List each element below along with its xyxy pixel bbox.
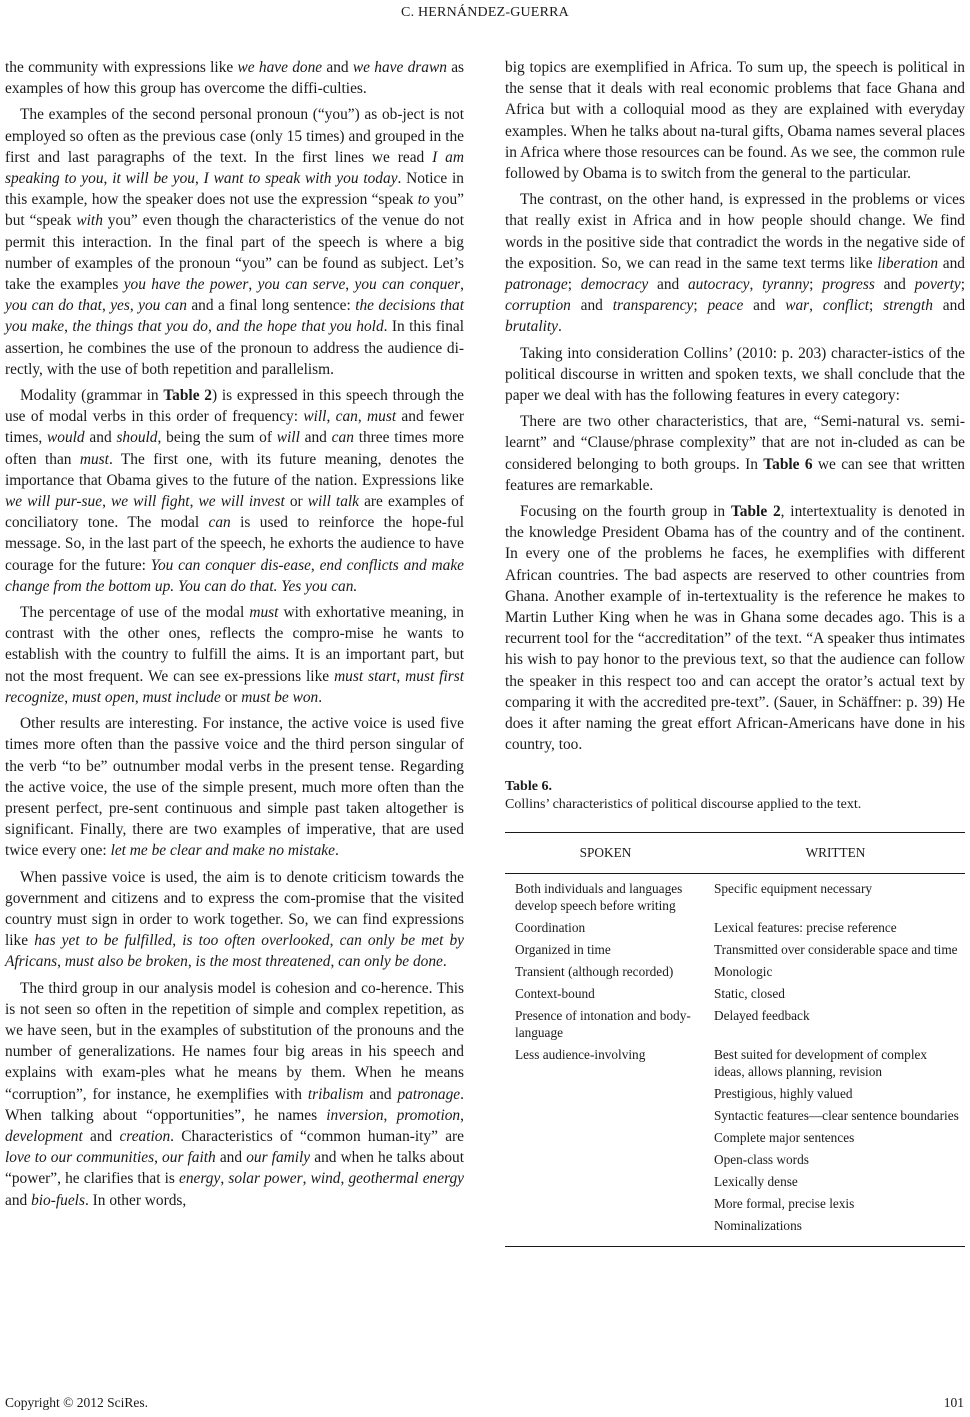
table-cell-spoken <box>505 1193 706 1215</box>
table-row <box>505 917 965 939</box>
copyright-footer: Copyright © 2012 SciRes. <box>5 1395 149 1410</box>
table-row <box>505 961 965 983</box>
table-cell-spoken <box>505 1127 706 1149</box>
table-cell-spoken: Both individuals and languages develop speech before writing <box>515 880 683 913</box>
table-cell-spoken <box>505 1149 706 1171</box>
table-cell-written: Nominalizations <box>706 1215 965 1247</box>
table-row <box>505 1193 965 1215</box>
table-header-row <box>505 832 965 873</box>
table-row <box>505 1005 965 1044</box>
right-column-body <box>505 57 965 756</box>
table-cell-spoken <box>505 1215 706 1247</box>
table-header-written: WRITTEN <box>706 832 965 873</box>
left_column-paragraph-1: the community with expressions like we have done and we have drawn as examples of how this group has overcome the diffi-culties. <box>5 59 465 98</box>
table-row <box>505 1215 965 1247</box>
table-cell-spoken <box>505 1171 706 1193</box>
table-body <box>505 873 965 1246</box>
table-cell-written: Specific equipment necessary <box>714 880 873 896</box>
table-cell-written: Complete major sentences <box>714 1129 855 1145</box>
table-row <box>505 1105 965 1127</box>
right_column-paragraph-2: The contrast, on the other hand, is expressed in the problems or vices that really exist in Africa and in how people should change. We find words in the positive side that contradict the words in the negative side of the exposition. So, we can read in the same text terms like liberation and patronage; democracy and autocracy, tyranny; progress and poverty; corruption and transparency; peace and war, conflict; strength and brutality. <box>505 191 966 336</box>
left_column-paragraph-4: The percentage of use of the modal must with exhortative meaning, in contrast with the other ones, reflects the compro-mise he wants to establish with the country to fulfill the aims. It is an important part, but not the most frequent. We can see ex-pressions like must start, must first recognize, must open, must include or must be won. <box>5 604 464 706</box>
table-cell-spoken <box>505 1105 706 1127</box>
page-number: 101 <box>943 1395 964 1410</box>
table-cell-spoken <box>505 1083 706 1105</box>
running-header: C. HERNÁNDEZ-GUERRA <box>401 5 569 20</box>
table-cell-written: Syntactic features—clear sentence boundaries <box>714 1107 959 1123</box>
table-cell-spoken: Less audience-involving <box>515 1046 646 1062</box>
table-row <box>505 873 965 917</box>
table-cell-written: More formal, precise lexis <box>714 1195 855 1211</box>
table-cell-written: Open-class words <box>714 1151 809 1167</box>
left_column-paragraph-2: The examples of the second personal pronoun (“you”) as ob-ject is not employed so often as the previous case (only 15 times) and grouped in the first and last paragraphs of the text. In the first lines we read I am speaking to you, it will be you, I want to speak with you today. Notice in this example, how the speaker does not use the expression “speak to you” but “speak with you” even though the characteristics of the venue do not permit this interaction. In the final part of the speech is where a big number of examples of the pronoun “you” can be found as subject. Let’s take the examples you have the power, you can serve, you can conquer, you can do that, yes, you can and a final long sentence: the decisions that you make, the things that you do, and the hope that you hold. In this final assertion, he combines the use of the pronoun to address the audience di-rectly, with the use of both repetition and parallelism. <box>5 106 464 378</box>
table-cell-spoken: Context-bound <box>515 985 595 1001</box>
table-cell-spoken: Organized in time <box>515 941 611 957</box>
right_column-paragraph-1: big topics are exemplified in Africa. To sum up, the speech is political in the sense that it deals with real economic problems that face Ghana and Africa but with a colloquial mood as they are explained with everyday examples. When he talks about na-tural gifts, Obama names several places in Africa where those resources can be found. As we see, the common rule followed by Obama is to switch from the general to the particular. <box>505 59 965 183</box>
table-row <box>505 1127 965 1149</box>
table-cell-written: Lexical features: precise reference <box>714 919 897 935</box>
table-cell-written: Monologic <box>714 963 773 979</box>
table-cell-written: Static, closed <box>714 985 785 1001</box>
left_column-paragraph-6: When passive voice is used, the aim is to denote criticism towards the government and citizens and to express the com-promise that the visited country must sign in order to work together. So, we can find expressions like has yet to be fulfilled, is too often overlooked, can only be met by Africans, must also be broken, is the most threatened, can only be done. <box>5 868 464 971</box>
table-cell-written: Transmitted over considerable space and time <box>714 941 958 957</box>
table-cell-spoken: Coordination <box>515 919 586 935</box>
right_column-paragraph-4: There are two other characteristics, that are, “Semi-natural vs. semi-learnt” and “Clause/phrase complexity” that are not in-cluded as can be considered belonging to both groups. In Table 6 we can see that written features are remarkable. <box>505 413 965 494</box>
table-label: Table 6. <box>505 778 552 794</box>
table-row <box>505 1149 965 1171</box>
table-header-spoken: SPOKEN <box>505 832 706 873</box>
table-cell-spoken: Transient (although recorded) <box>515 963 674 979</box>
table-row <box>505 983 965 1005</box>
table-caption-text: Collins’ characteristics of political discourse applied to the text. <box>505 796 862 812</box>
table-cell-written: Delayed feedback <box>714 1007 810 1023</box>
left_column-paragraph-7: The third group in our analysis model is cohesion and co-herence. This is not seen so often in the repetition of simple and complex repetition, as we have seen, but in the examples of substitution of the pronouns and the number of generalizations. He names four big areas in his speech and explains with exam-ples what he means by them. When he means “corruption”, for instance, he exemplifies with tribalism and patronage. When talking about “opportunities”, he names inversion, promotion, development and creation. Characteristics of “common human-ity” are love to our communities, our faith and our family and when he talks about “power”, he clarifies that is energy, solar power, wind, geothermal energy and bio-fuels. In other words, <box>5 979 465 1209</box>
table-row <box>505 939 965 961</box>
right_column-paragraph-3: Taking into consideration Collins’ (2010: p. 203) character-istics of the political discourse in written and spoken texts, we shall conclude that the paper we deal with has the following features in every category: <box>505 344 965 405</box>
right-column <box>505 57 965 1247</box>
table-row <box>505 1044 965 1083</box>
left-column <box>5 57 464 1216</box>
table-cell-spoken: Presence of intonation and body-language <box>515 1007 691 1040</box>
table-6 <box>505 832 965 1247</box>
table-cell-written: Best suited for development of complex ideas, allows planning, revision <box>714 1046 928 1079</box>
table-caption <box>505 778 965 814</box>
table-cell-written: Prestigious, highly valued <box>714 1085 853 1101</box>
left_column-paragraph-5: Other results are interesting. For instance, the active voice is used five times more often than the passive voice and the third person singular of the verb “to be” outnumber modal verbs in the present tense. Regarding the active voice, the use of the simple present, much more often than the present perfect, pre-sent continuous and simple past taken altogether is significant. Finally, there are two examples of imperative, that are used twice every one: let me be clear and make no mistake. <box>5 715 464 860</box>
table-row <box>505 1171 965 1193</box>
left_column-paragraph-3: Modality (grammar in Table 2) is expressed in this speech through the use of modal verbs in this order of frequency: will, can, must and fewer times, would and should, being the sum of will and can three times more often than must. The first one, with its future meaning, denotes the importance that Obama gives to the future of the nation. Expressions like we will pur-sue, we will fight, we will invest or will talk are examples of conciliatory tone. The modal can is used to reinforce the hope-ful message. So, in the last part of the speech, he exhorts the audience to have courage for the future: You can conquer dis-ease, end conflicts and make change from the bottom up. You can do that. Yes you can. <box>5 387 465 595</box>
table-cell-written: Lexically dense <box>714 1173 798 1189</box>
right_column-paragraph-5: Focusing on the fourth group in Table 2, intertextuality is denoted in the knowledge President Obama has of the country and of the continent. In every one of the problems he faces, he exemplifies with different African countries. The bad aspects are reserved to other countries from Ghana. Another example of in-tertextuality is the reference he makes to Martin Luther King when he was in Ghana some decades ago. This is a recurrent tool for the “accreditation” of the text. “A speaker thus intimates his wish to pay honor to the previous text, so that the audience can follow the speaker in this respect too and can accept the orator’s actual text by comparing it with the accredited pre-text”. (Sauer, in Schäffner: p. 39) He does it after naming the great effort African-Americans have done in his country, too. <box>505 503 965 754</box>
table-row <box>505 1083 965 1105</box>
